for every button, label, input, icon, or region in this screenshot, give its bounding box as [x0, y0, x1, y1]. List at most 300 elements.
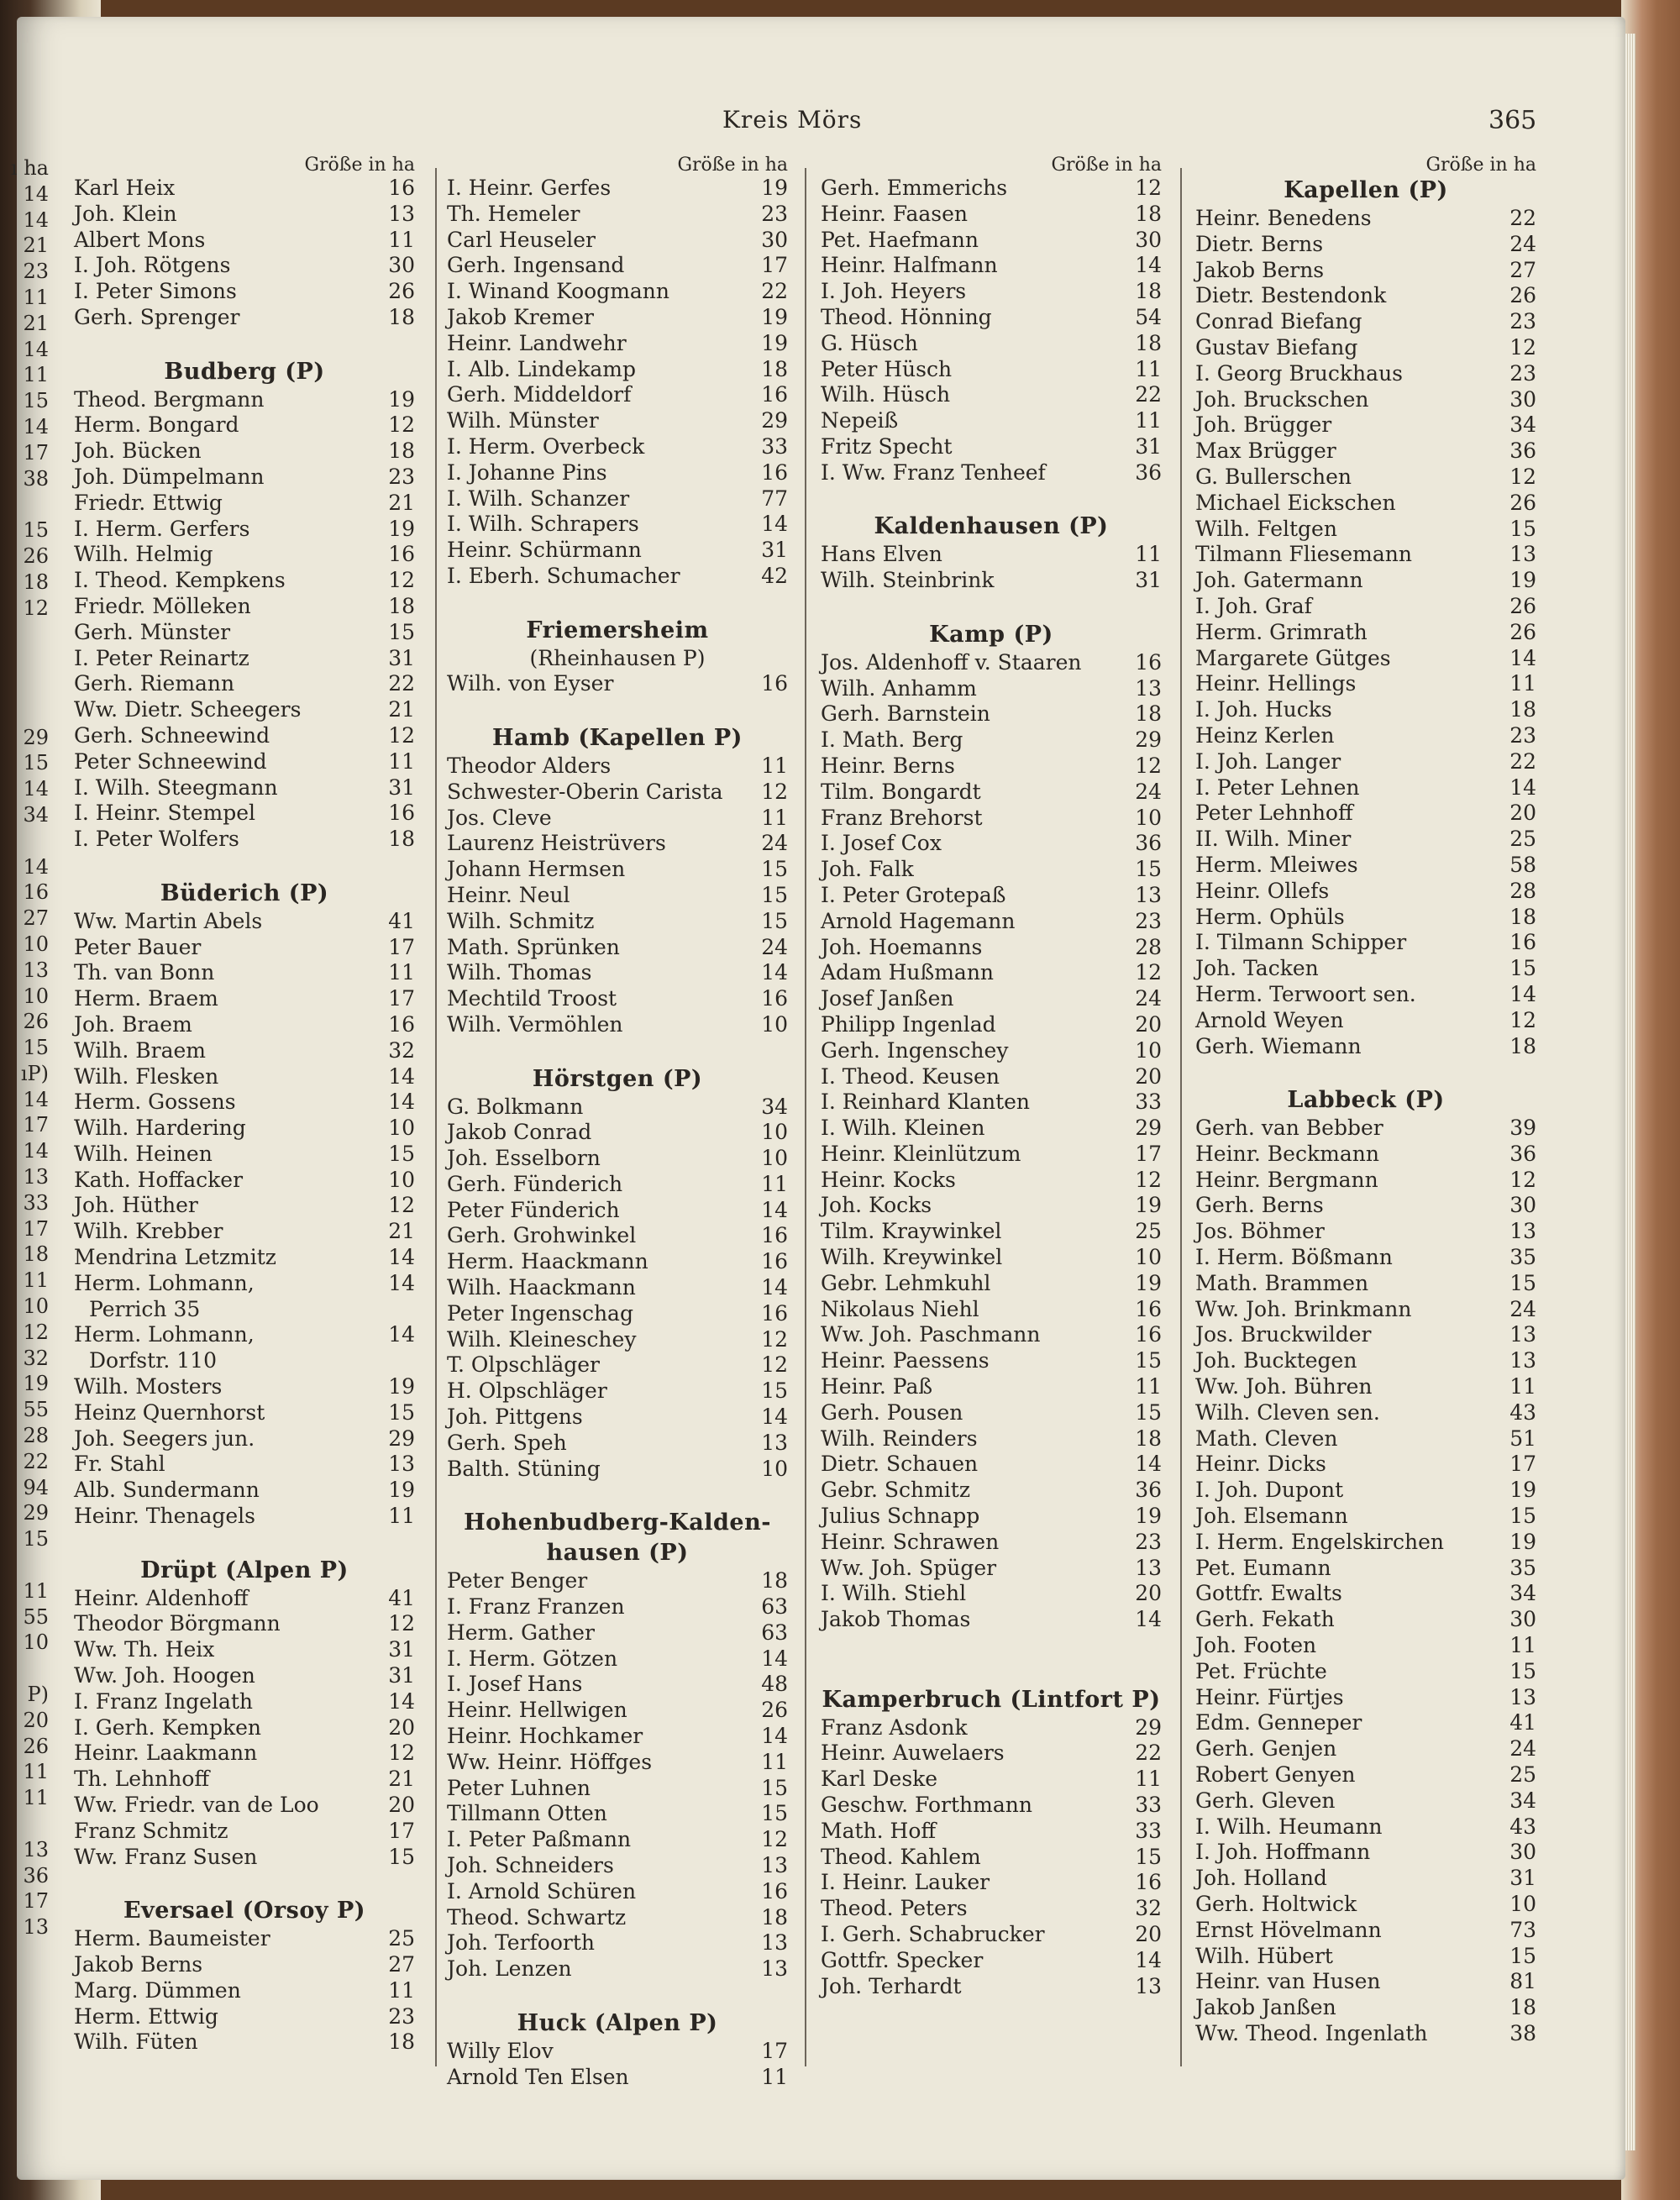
area-ha: 12	[1135, 753, 1162, 778]
owner-row	[1195, 491, 1536, 517]
column-divider	[1180, 168, 1182, 2066]
area-ha: 34	[1509, 412, 1536, 438]
owner-name: Gustav Biefang	[1195, 334, 1358, 360]
owner-name: Ww. Martin Abels	[74, 908, 263, 933]
owner-name: I. Franz Franzen	[447, 1594, 625, 1620]
prev-fragment-value: 11	[23, 285, 49, 309]
area-ha: 18	[761, 1904, 788, 1930]
area-ha: 16	[761, 1300, 788, 1326]
area-ha: 31	[388, 774, 415, 800]
owner-row	[1195, 1659, 1536, 1685]
area-ha: 10	[761, 1120, 788, 1145]
column-3	[821, 155, 1162, 1999]
area-ha: 11	[388, 227, 415, 252]
owner-name: I. Josef Cox	[821, 831, 942, 856]
area-ha: 14	[761, 960, 788, 985]
area-ha: 26	[388, 279, 415, 304]
owner-row	[821, 1400, 1162, 1426]
owner-row	[74, 1926, 415, 1952]
prev-fragment-value: 27	[23, 906, 49, 931]
prev-fragment-value: 36	[23, 1863, 49, 1888]
prev-fragment-value: 13	[23, 1837, 49, 1861]
prev-fragment-value: 14	[23, 414, 49, 438]
area-ha: 20	[388, 1793, 415, 1818]
owner-row	[821, 1426, 1162, 1452]
owner-row	[74, 465, 415, 491]
area-ha: 24	[1509, 1736, 1536, 1762]
area-ha: 20	[1135, 1922, 1162, 1946]
area-ha: 31	[388, 1663, 415, 1688]
owner-name: Joh. Esselborn	[447, 1146, 601, 1171]
municipality-heading: Kapellen (P)	[1284, 177, 1448, 203]
owner-name: H. Olpschläger	[447, 1378, 607, 1404]
area-ha: 31	[1135, 568, 1162, 593]
owner-row	[74, 1478, 415, 1504]
owner-row	[1195, 335, 1536, 361]
area-ha: 14	[761, 1197, 788, 1222]
owner-name: Dietr. Bestendonk	[1195, 283, 1387, 308]
owner-row	[74, 620, 415, 646]
prev-fragment-value: 15	[23, 518, 49, 543]
prev-fragment-value: 15	[23, 1527, 49, 1552]
owner-row	[447, 2065, 788, 2091]
prev-fragment-value: 15	[23, 389, 49, 413]
area-ha: 14	[761, 1646, 788, 1671]
owner-row	[447, 564, 788, 590]
owner-row	[1195, 1297, 1536, 1323]
column-divider	[805, 168, 806, 2066]
owner-name: Joh. Terfoorth	[447, 1930, 596, 1956]
owner-name: Peter Fünderich	[447, 1197, 620, 1222]
owner-name: Herm. Gossens	[74, 1089, 236, 1115]
owner-row	[74, 909, 415, 935]
area-ha: 42	[761, 563, 788, 588]
owner-name: Alb. Sundermann	[74, 1478, 260, 1503]
owner-name: Michael Eickschen	[1195, 490, 1396, 515]
municipality-heading: Huck (Alpen P)	[517, 2009, 718, 2036]
area-ha: 26	[1509, 619, 1536, 644]
owner-row	[447, 1568, 788, 1594]
owner-name: Edm. Genneper	[1195, 1710, 1362, 1735]
area-ha: 23	[761, 201, 788, 226]
area-ha: 11	[1135, 1767, 1162, 1792]
owner-name: Franz Brehorst	[821, 805, 983, 830]
owner-row	[74, 1952, 415, 1978]
owner-row	[74, 1064, 415, 1090]
area-ha: 19	[1135, 1270, 1162, 1295]
area-ha: 17	[1135, 1141, 1162, 1166]
area-ha: 15	[761, 908, 788, 933]
owner-name: Heinr. Halfmann	[821, 253, 998, 278]
area-ha: 36	[1509, 1141, 1536, 1166]
owner-name: Peter Bauer	[74, 934, 202, 959]
area-ha: 30	[1509, 1840, 1536, 1865]
prev-fragment-value	[0, 674, 50, 700]
owner-row	[821, 1530, 1162, 1556]
prev-fragment-value: 14	[23, 777, 49, 801]
prev-fragment-value	[0, 700, 50, 726]
area-ha: 33	[1135, 1818, 1162, 1843]
owner-row	[1195, 387, 1536, 413]
owner-name: Joh. Hüther	[74, 1193, 198, 1218]
owner-row	[1195, 801, 1536, 827]
owner-row	[1195, 232, 1536, 258]
area-ha: 36	[1135, 459, 1162, 485]
area-ha: 36	[1135, 831, 1162, 856]
prev-fragment-value: 26	[23, 543, 49, 568]
owner-row	[447, 1930, 788, 1956]
area-ha: 19	[388, 1374, 415, 1399]
area-ha: 20	[1135, 1063, 1162, 1089]
area-ha: 30	[761, 227, 788, 252]
owner-row	[447, 753, 788, 780]
area-ha: 54	[1135, 304, 1162, 329]
owner-row	[74, 1400, 415, 1426]
owner-name: I. Arnold Schüren	[447, 1878, 637, 1903]
municipality-heading: Hohenbudberg-Kalden-	[464, 1510, 771, 1536]
owner-name: Gerh. Riemann	[74, 671, 235, 696]
owner-name: Heinr. Aldenhoff	[74, 1585, 249, 1610]
owner-name: Th. Hemeler	[447, 201, 580, 226]
area-ha: 16	[761, 986, 788, 1011]
owner-name: Gerh. Münster	[74, 619, 231, 644]
area-ha: 32	[388, 1037, 415, 1063]
owner-row	[74, 671, 415, 697]
owner-row	[1195, 1008, 1536, 1034]
owner-name: Ww. Th. Heix	[74, 1637, 215, 1662]
owner-row	[447, 1405, 788, 1431]
area-ha: 13	[1135, 1555, 1162, 1580]
owner-row	[1195, 827, 1536, 853]
owner-row	[821, 1845, 1162, 1871]
prev-fragment-value	[0, 1657, 50, 1683]
owner-name: Jos. Cleve	[447, 805, 552, 830]
owner-row	[821, 831, 1162, 857]
owner-name: Wilh. Hübert	[1195, 1943, 1333, 1968]
owner-name: Friedr. Mölleken	[74, 593, 251, 618]
area-ha: 22	[761, 279, 788, 304]
area-ha: 18	[761, 1568, 788, 1594]
prev-fragment-value: 11	[23, 1786, 49, 1810]
owner-row	[74, 1038, 415, 1064]
area-ha: 51	[1509, 1426, 1536, 1451]
area-ha: 15	[1509, 516, 1536, 541]
owner-row	[447, 357, 788, 383]
owner-name: Peter Luhnen	[447, 1775, 591, 1800]
area-ha: 18	[1135, 330, 1162, 355]
owner-row	[1195, 1918, 1536, 1944]
area-ha: 43	[1509, 1814, 1536, 1839]
owner-name: Carl Heuseler	[447, 227, 596, 252]
owner-name: I. Joh. Langer	[1195, 748, 1341, 774]
owner-row	[447, 512, 788, 538]
area-ha: 20	[388, 1714, 415, 1740]
owner-name: Heinr. Schrawen	[821, 1529, 1000, 1554]
area-ha: 14	[1135, 1607, 1162, 1632]
area-ha: 15	[1135, 1399, 1162, 1425]
owner-row	[1195, 1116, 1536, 1142]
owner-name: Theod. Kahlem	[821, 1844, 981, 1869]
area-ha: 19	[1135, 1193, 1162, 1218]
owner-row	[74, 517, 415, 543]
owner-row	[821, 1793, 1162, 1819]
owner-row	[821, 202, 1162, 228]
prev-fragment-value: ıP)	[20, 1061, 49, 1085]
owner-row	[1195, 1322, 1536, 1348]
owner-row	[447, 1620, 788, 1646]
owner-row	[447, 331, 788, 357]
owner-name: Math. Sprünken	[447, 934, 620, 959]
owner-name: Wilh. Steinbrink	[821, 568, 995, 593]
area-ha: 23	[388, 2003, 415, 2029]
area-ha: 13	[388, 1452, 415, 1477]
owner-name: Gerh. Berns	[1195, 1193, 1324, 1218]
area-ha: 13	[1135, 1973, 1162, 1998]
owner-name: G. Hüsch	[821, 330, 918, 355]
owner-row	[74, 412, 415, 438]
owner-row	[821, 1767, 1162, 1793]
owner-row	[74, 1504, 415, 1530]
owner-name: Joh. Terhardt	[821, 1973, 962, 1998]
owner-name: Friedr. Ettwig	[74, 490, 223, 515]
area-ha: 13	[1509, 542, 1536, 567]
owner-row	[74, 594, 415, 620]
owner-row	[1195, 1034, 1536, 1060]
owner-name: Tilmann Fliesemann	[1195, 542, 1412, 567]
prev-fragment-value	[0, 622, 50, 648]
prev-fragment-value: 15	[23, 751, 49, 775]
area-ha: 10	[388, 1167, 415, 1192]
owner-row	[1195, 905, 1536, 931]
area-ha: 14	[761, 1724, 788, 1749]
area-ha: 30	[1135, 227, 1162, 252]
area-ha: 73	[1509, 1917, 1536, 1942]
owner-row	[74, 960, 415, 986]
owner-name: Balth. Stüning	[447, 1456, 601, 1481]
area-ha: 14	[388, 1270, 415, 1295]
area-ha: 13	[761, 1956, 788, 1982]
owner-name: I. Joh. Hoffmann	[1195, 1840, 1371, 1865]
owner-name: Jakob Janßen	[1195, 1995, 1336, 2020]
owner-name: Heinr. Schürmann	[447, 538, 642, 563]
owner-name: Pet. Früchte	[1195, 1658, 1327, 1683]
owner-name: I. Herm. Overbeck	[447, 433, 645, 459]
owner-name: Joh. Pittgens	[447, 1405, 583, 1430]
owner-row	[821, 1556, 1162, 1582]
owner-row	[821, 460, 1162, 486]
owner-row	[1195, 438, 1536, 465]
owner-row	[74, 1689, 415, 1715]
owner-name: I. Herm. Götzen	[447, 1646, 618, 1671]
owner-name: Herm. Braem	[74, 986, 218, 1011]
owner-row	[74, 2029, 415, 2056]
owner-name: Ww. Franz Susen	[74, 1844, 258, 1869]
area-ha: 16	[1135, 1870, 1162, 1895]
owner-row	[821, 1193, 1162, 1219]
owner-name: Ww. Heinr. Höffges	[447, 1749, 653, 1774]
owner-row	[447, 1378, 788, 1405]
area-ha: 17	[761, 253, 788, 278]
prev-fragment-value: 55	[23, 1398, 49, 1422]
owner-row	[74, 491, 415, 517]
owner-name: Wilh. Münster	[447, 408, 599, 433]
owner-name: Joh. Kocks	[821, 1193, 932, 1218]
municipality-heading: Kaldenhausen (P)	[874, 513, 1109, 540]
area-ha: 30	[1509, 1607, 1536, 1632]
owner-name: I. Wilh. Stiehl	[821, 1581, 967, 1606]
owner-name: Heinr. Auwelaers	[821, 1741, 1005, 1766]
area-ha: 20	[1135, 1011, 1162, 1037]
owner-name: Heinr. Hellwigen	[447, 1698, 627, 1723]
area-ha: 14	[388, 1063, 415, 1089]
owner-name: I. Winand Koogmann	[447, 279, 670, 304]
area-ha: 13	[761, 1930, 788, 1956]
owner-name: Joh. Falk	[821, 857, 914, 882]
area-ha: 19	[761, 176, 788, 200]
owner-row	[74, 1663, 415, 1689]
owner-name: Heinr. Landwehr	[447, 330, 627, 355]
owner-row	[74, 1452, 415, 1478]
owner-row	[821, 176, 1162, 202]
area-ha: 41	[388, 908, 415, 933]
area-ha: 15	[761, 1775, 788, 1800]
owner-name: Marg. Dümmen	[74, 1977, 241, 2003]
area-ha: 29	[1135, 727, 1162, 753]
owner-row	[74, 438, 415, 465]
area-ha: 36	[1135, 1478, 1162, 1503]
owner-row	[447, 1012, 788, 1038]
owner-name: Jakob Thomas	[821, 1607, 971, 1632]
prev-fragment-value: 10	[23, 1630, 49, 1655]
owner-name: Ww. Joh. Brinkmann	[1195, 1296, 1412, 1321]
area-ha: 27	[388, 1952, 415, 1977]
owner-row	[821, 1142, 1162, 1168]
owner-name: Theod. Schwartz	[447, 1904, 627, 1930]
prev-fragment-value	[0, 648, 50, 674]
owner-name: Heinr. van Husen	[1195, 1969, 1381, 1994]
area-ha: 10	[1135, 805, 1162, 830]
owner-name: Wilh. Kleineschey	[447, 1326, 637, 1352]
owner-row	[821, 568, 1162, 594]
owner-row	[821, 1922, 1162, 1948]
area-ha: 12	[761, 1827, 788, 1852]
area-ha: 25	[1135, 1219, 1162, 1244]
area-ha: 11	[761, 805, 788, 830]
area-ha: 12	[761, 779, 788, 804]
owner-name: Ww. Joh. Spüger	[821, 1555, 997, 1580]
municipality-heading: Hörstgen (P)	[532, 1065, 703, 1092]
owner-row	[1195, 671, 1536, 697]
area-ha: 19	[761, 330, 788, 355]
area-ha: 16	[761, 1878, 788, 1903]
owner-row	[821, 1974, 1162, 2000]
owner-row	[74, 1819, 415, 1845]
area-ha: 27	[1509, 257, 1536, 282]
prev-fragment-value: 17	[23, 1889, 49, 1914]
owner-name: Heinz Quernhorst	[74, 1399, 265, 1425]
area-ha: 34	[761, 1094, 788, 1119]
owner-name: Herm. Baumeister	[74, 1926, 270, 1951]
owner-row	[74, 1012, 415, 1038]
prev-fragment-value: 14	[23, 207, 49, 232]
owner-row	[74, 1193, 415, 1219]
owner-name: Herm. Lohmann,	[74, 1270, 255, 1295]
owner-name: Wilh. Schmitz	[447, 908, 595, 933]
owner-row	[74, 1793, 415, 1819]
area-ha: 19	[1509, 1529, 1536, 1554]
owner-row	[1195, 1556, 1536, 1582]
owner-row	[1195, 1969, 1536, 1995]
area-ha: 33	[1135, 1793, 1162, 1818]
area-ha: 23	[1135, 1529, 1162, 1554]
owner-name: Joh. Gatermann	[1195, 568, 1363, 593]
owner-name: Philipp Ingenlad	[821, 1011, 996, 1037]
owner-row	[1195, 775, 1536, 801]
area-ha: 18	[1135, 1426, 1162, 1451]
area-ha: 18	[1135, 201, 1162, 226]
owner-row	[1195, 568, 1536, 594]
owner-row	[447, 1301, 788, 1327]
owner-name: Jakob Kremer	[447, 304, 594, 329]
owner-row	[447, 1827, 788, 1853]
prev-fragment-value: 20	[23, 1708, 49, 1732]
owner-row	[74, 1586, 415, 1612]
prev-fragment-value: 12	[23, 596, 49, 620]
owner-row	[74, 202, 415, 228]
owner-name: Mechtild Troost	[447, 986, 617, 1011]
area-ha: 30	[388, 253, 415, 278]
prev-fragment-value: 14	[23, 337, 49, 361]
owner-name: Herm. Ophüls	[1195, 904, 1345, 929]
area-ha: 14	[1509, 645, 1536, 670]
owner-row	[821, 1870, 1162, 1896]
owner-row	[1195, 412, 1536, 438]
owner-row	[1195, 723, 1536, 749]
prev-fragment-value: 13	[23, 1165, 49, 1189]
area-ha: 12	[388, 722, 415, 748]
owner-row	[821, 1741, 1162, 1767]
owner-name: Herm. Bongard	[74, 412, 239, 438]
owner-row	[1195, 1710, 1536, 1736]
owner-name: Joh. Tacken	[1195, 956, 1319, 981]
spacer	[447, 1982, 788, 2008]
owner-row	[447, 1879, 788, 1905]
owner-row	[821, 986, 1162, 1012]
owner-name: I. Heinr. Stempel	[74, 801, 256, 826]
owner-name: Heinr. Benedens	[1195, 206, 1372, 230]
municipality-heading: Eversael (Orsoy P)	[123, 1898, 366, 1924]
owner-name: Joh. Bucktegen	[1195, 1348, 1357, 1373]
owner-row	[74, 1715, 415, 1741]
area-ha: 11	[388, 960, 415, 985]
spacer	[74, 853, 415, 879]
owner-row	[1195, 697, 1536, 723]
owner-row	[1195, 1168, 1536, 1194]
owner-row	[74, 1637, 415, 1663]
prev-fragment-value: 26	[23, 1010, 49, 1034]
spacer	[74, 331, 415, 357]
area-ha: 17	[388, 1818, 415, 1843]
owner-name: Heinr. Beckmann	[1195, 1141, 1379, 1166]
area-ha: 23	[1509, 722, 1536, 748]
owner-name: I. Peter Lehnen	[1195, 774, 1360, 800]
owner-name: Gerh. Gleven	[1195, 1788, 1336, 1813]
owner-row	[74, 1219, 415, 1245]
owner-name: Mendrina Letzmitz	[74, 1245, 276, 1270]
area-ha: 16	[761, 671, 788, 696]
owner-name: Ww. Friedr. van de Loo	[74, 1793, 319, 1818]
area-ha: 29	[1135, 1116, 1162, 1141]
